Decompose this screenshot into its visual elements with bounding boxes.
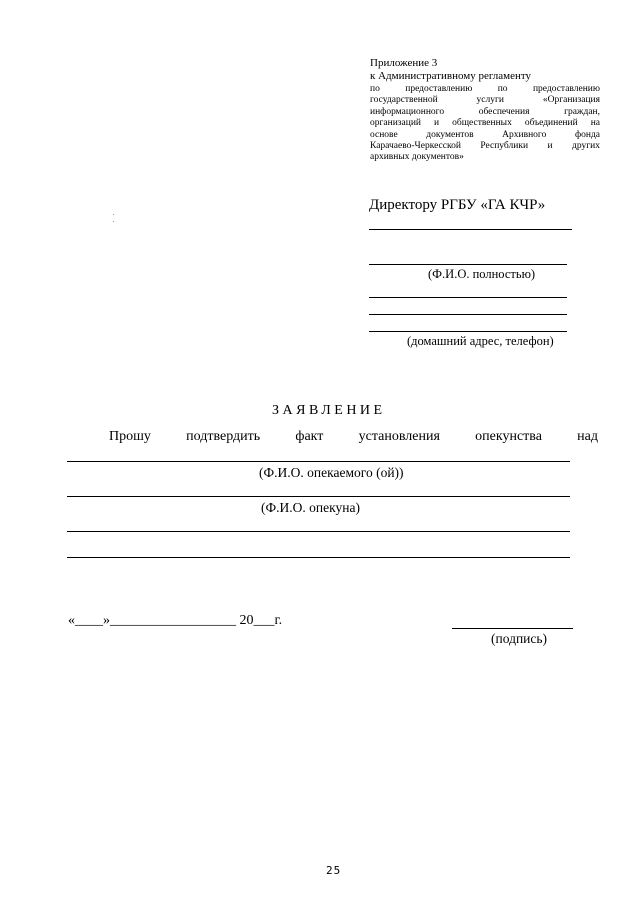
date-close-quote: » bbox=[103, 613, 110, 628]
request-word: Прошу bbox=[109, 429, 151, 444]
request-sentence bbox=[109, 429, 598, 445]
date-year-blank: ___ bbox=[253, 613, 275, 628]
extra-line-1 bbox=[67, 531, 570, 532]
signature-line bbox=[452, 628, 573, 629]
appendix-text-line: государственной услуги «Организация bbox=[370, 95, 600, 106]
signature-caption: (подпись) bbox=[491, 631, 548, 646]
address-line-1 bbox=[369, 297, 567, 298]
request-word: над bbox=[577, 429, 598, 444]
date-row bbox=[68, 613, 282, 629]
date-month-blank: __________________ bbox=[110, 613, 236, 628]
date-day-blank: ____ bbox=[75, 613, 103, 628]
address-line-2 bbox=[369, 314, 567, 315]
appendix-title: Приложение 3 bbox=[370, 57, 438, 69]
appendix-text-line: по предоставлению по предоставлению bbox=[370, 84, 600, 94]
scan-speck bbox=[113, 221, 114, 222]
ward-caption: (Ф.И.О. опекаемого (ой)) bbox=[259, 465, 404, 480]
page-number: 25 bbox=[326, 864, 342, 877]
fio-caption: (Ф.И.О. полностью) bbox=[428, 267, 536, 281]
appendix-line-regulation: к Административному регламенту bbox=[370, 70, 532, 82]
date-year-prefix: 20 bbox=[239, 613, 254, 628]
address-caption: (домашний адрес, телефон) bbox=[407, 334, 554, 348]
guardian-caption: (Ф.И.О. опекуна) bbox=[261, 500, 360, 515]
appendix-text-line: организаций и общественных объединений на bbox=[370, 118, 600, 129]
guardian-name-line bbox=[67, 496, 570, 497]
request-word: подтвердить bbox=[186, 429, 261, 444]
appendix-text-line: информационного обеспечения граждан, bbox=[370, 106, 600, 117]
appendix-text-line: архивных документов» bbox=[370, 152, 464, 163]
request-word: установления bbox=[358, 429, 440, 444]
appendix-body bbox=[370, 84, 600, 164]
date-open-quote: « bbox=[68, 613, 75, 628]
date-year-suffix: г. bbox=[274, 613, 283, 628]
request-word: факт bbox=[295, 429, 324, 444]
address-line-3 bbox=[369, 331, 567, 332]
request-word: опекунства bbox=[475, 429, 542, 444]
appendix-text-line: Карачаево-Черкесской Республики и других bbox=[370, 141, 600, 152]
addressee-to: Директору РГБУ «ГА КЧР» bbox=[369, 197, 546, 213]
ward-name-line bbox=[67, 461, 570, 462]
addressee-blank-line bbox=[369, 229, 572, 230]
scan-speck bbox=[113, 214, 114, 215]
statement-title: ЗАЯВЛЕНИЕ bbox=[272, 403, 386, 418]
extra-line-2 bbox=[67, 557, 570, 558]
appendix-text-line: основе документов Архивного фонда bbox=[370, 129, 600, 140]
addressee-fio-line bbox=[369, 264, 567, 265]
